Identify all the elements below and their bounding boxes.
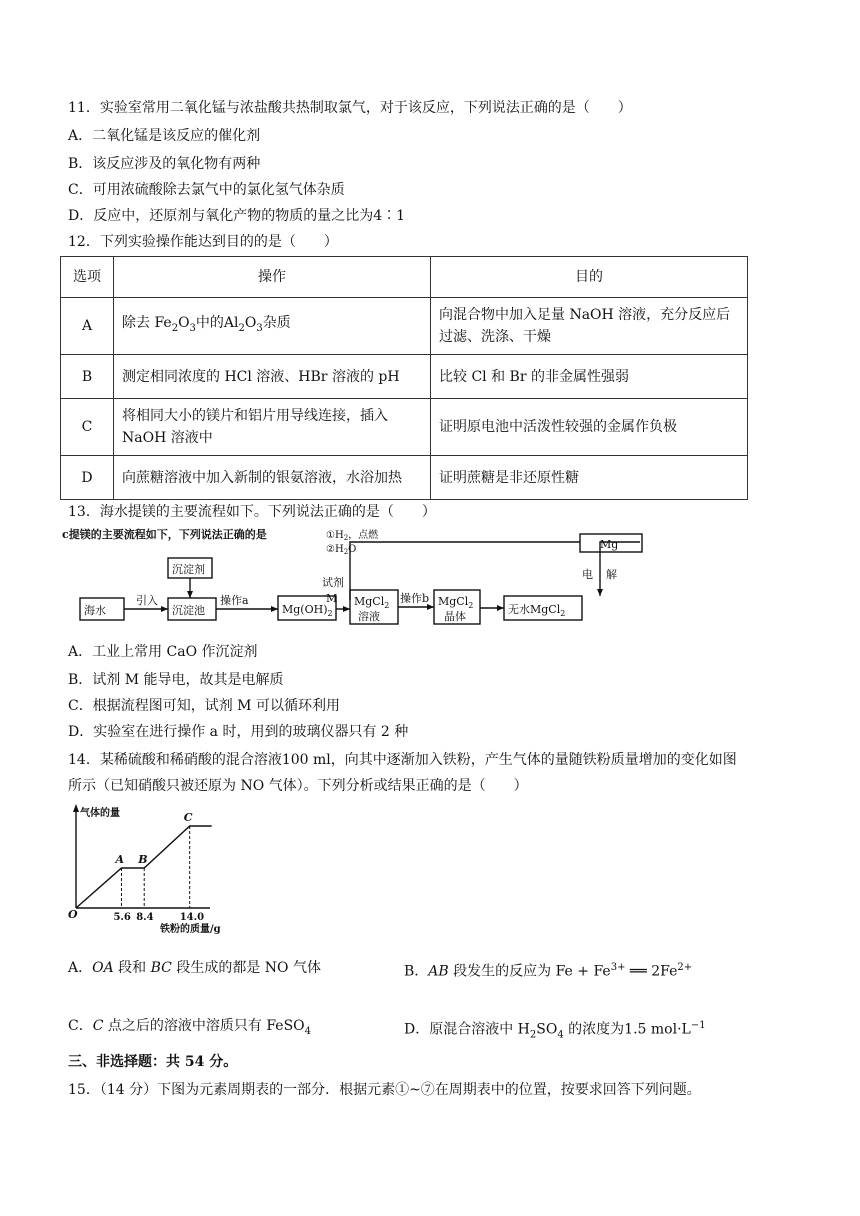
q11-option-d: D．反应中，还原剂与氧化产物的物质的量之比为4∶1 <box>68 208 406 224</box>
step1-label: $①H_2$，点燃 <box>326 530 379 542</box>
header-option: 选项 <box>61 257 114 298</box>
row-operation <box>114 298 431 355</box>
flowchart-banner-text: c提镁的主要流程如下，下列说法正确的是 <box>62 528 267 541</box>
mgcl2-solution-label: MgCl$_2$ <box>354 595 390 610</box>
mgoh2-label: $Mg(OH)_2$ <box>282 603 333 618</box>
q12-table <box>60 256 748 500</box>
q14-option-d: D．原混合溶液中 $H_2SO_4$ 的浓度为1.5 $mol\cdot L^{-1}$ <box>404 1020 706 1041</box>
mg-label: Mg <box>600 538 619 551</box>
reagent-label: 试剂 <box>322 576 344 589</box>
q15-stem: 15．（14 分）下图为元素周期表的一部分．根据元素①~⑦在周期表中的位置，按要求回答下列问题。 <box>68 1082 701 1098</box>
point-label-c: C <box>183 811 193 824</box>
tank-label: 沉淀池 <box>172 604 205 617</box>
point-label-a: A <box>115 853 125 866</box>
row-goal: 比较 Cl 和 Br 的非金属性强弱 <box>431 355 748 399</box>
anhydrous-mgcl2-label: 无水MgCl$_2$ <box>508 603 566 618</box>
operation-a-label: 操作a <box>220 594 249 607</box>
row-goal: 证明原电池中活泼性较强的金属作负极 <box>431 399 748 456</box>
q14-stem-line2: 所示（已知硝酸只被还原为 NO 气体）。下列分析或结果正确的是（ ） <box>68 778 528 794</box>
table-row <box>61 399 748 456</box>
formula-fe2o3: $Fe_2O_3$ <box>154 315 196 334</box>
row-option: A <box>61 298 114 355</box>
formula-al2o3: $Al_2O_3$ <box>223 315 263 334</box>
q12-stem: 12．下列实验操作能达到目的的是（ ） <box>68 234 338 250</box>
mgcl2-solution-label-2: 溶液 <box>358 610 380 623</box>
q13-option-a: A．工业上常用 CaO 作沉淀剂 <box>68 644 258 660</box>
intro-label: 引入 <box>136 594 158 607</box>
x-tick-label: 14.0 <box>179 912 205 923</box>
x-tick-label: 8.4 <box>136 912 154 923</box>
row-goal: 向混合物中加入足量 NaOH 溶液，充分反应后过滤、洗涤、干燥 <box>431 298 748 355</box>
operation-b-label: 操作b <box>400 592 430 605</box>
table-row <box>61 355 748 399</box>
reagent-m-label: M <box>326 592 338 605</box>
table-row <box>61 298 748 355</box>
row-option: D <box>61 456 114 500</box>
table-header-row <box>61 257 748 298</box>
section-three-heading: 三、非选择题：共 54 分。 <box>68 1054 238 1070</box>
row-operation: 向蔗糖溶液中加入新制的银氨溶液，水浴加热 <box>114 456 431 500</box>
point-label-b: B <box>138 853 148 866</box>
feedback-line <box>350 542 580 600</box>
seawater-label: 海水 <box>84 604 106 617</box>
gas-vs-iron-chart <box>64 800 224 938</box>
q14-option-c: C．C 点之后的溶液中溶质只有 FeSO$_4$ <box>68 1018 312 1037</box>
x-axis-label: 铁粉的质量/g <box>160 924 221 935</box>
row-option: C <box>61 399 114 456</box>
q14-stem-line1: 14．某稀硫酸和稀硝酸的混合溶液100 ml，向其中逐渐加入铁粉，产生气体的量随铁粉质量增加的变化如图 <box>68 752 737 768</box>
op-text: 杂质 <box>262 315 291 332</box>
q11-option-c: C．可用浓硫酸除去氯气中的氯化氢气体杂质 <box>68 182 345 198</box>
q13-option-c: C．根据流程图可知，试剂 M 可以循环利用 <box>68 698 340 714</box>
q11-stem: 11．实验室常用二氧化锰与浓盐酸共热制取氯气，对于该反应，下列说法正确的是（ ） <box>68 100 632 116</box>
electrolysis-label-2: 解 <box>606 568 617 581</box>
q11-option-a: A．二氧化锰是该反应的催化剂 <box>68 128 261 144</box>
mgcl2-crystal-label-2: 晶体 <box>444 610 466 623</box>
q13-option-d: D．实验室在进行操作 a 时，用到的玻璃仪器只有 2 种 <box>68 724 409 740</box>
table-row <box>61 456 748 500</box>
x-tick-label: 5.6 <box>113 912 131 923</box>
row-goal: 证明蔗糖是非还原性糖 <box>431 456 748 500</box>
q14-option-a: A．OA 段和 BC 段生成的都是 NO 气体 <box>68 960 321 976</box>
q13-option-b: B．试剂 M 能导电，故其是电解质 <box>68 672 284 688</box>
origin-label: O <box>68 908 78 921</box>
q13-stem: 13．海水提镁的主要流程如下。下列说法正确的是（ ） <box>68 504 436 520</box>
q14-option-b: B．AB 段发生的反应为 $Fe + Fe^{3+}$ ══ $2Fe^{2+}$ <box>404 962 693 980</box>
precipitant-label: 沉淀剂 <box>172 563 205 576</box>
seawater-magnesium-flowchart <box>60 526 660 636</box>
row-operation: 测定相同浓度的 HCl 溶液、HBr 溶液的 pH <box>114 355 431 399</box>
op-text: 除去 <box>122 315 150 332</box>
step2-label: $②H_2O$ <box>326 544 357 556</box>
electrolysis-label-1: 电 <box>582 568 593 581</box>
header-goal: 目的 <box>431 257 748 298</box>
mgcl2-crystal-label: MgCl$_2$ <box>438 595 474 610</box>
q11-option-b: B．该反应涉及的氧化物有两种 <box>68 156 261 172</box>
row-operation: 将相同大小的镁片和铝片用导线连接，插入 NaOH 溶液中 <box>114 399 431 456</box>
row-option: B <box>61 355 114 399</box>
y-axis-label: 气体的量 <box>80 808 120 819</box>
header-operation: 操作 <box>114 257 431 298</box>
op-text: 中的 <box>195 315 224 332</box>
